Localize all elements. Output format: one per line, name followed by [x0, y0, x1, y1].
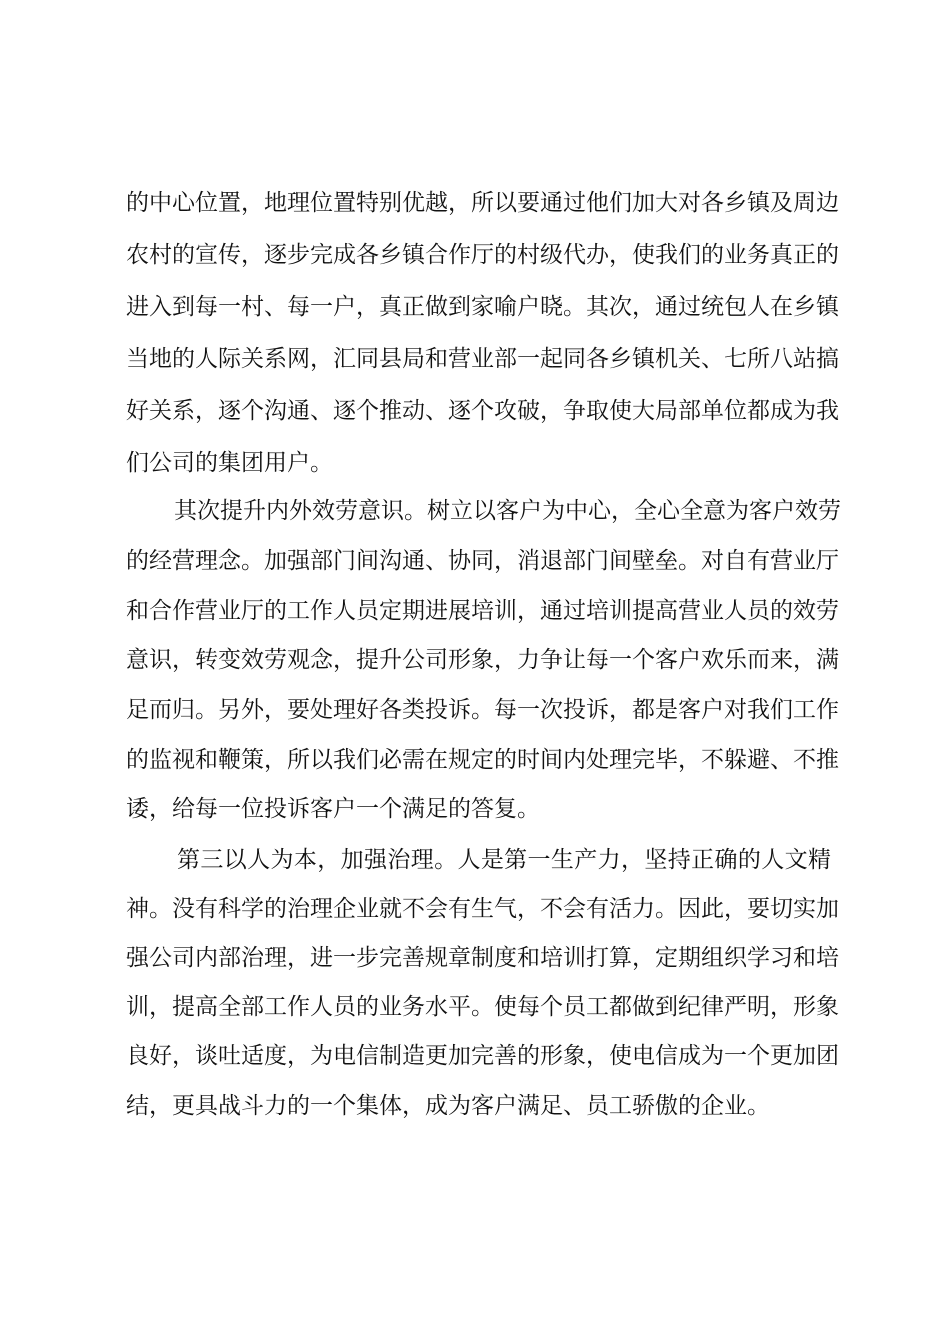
text-line: 诿，给每一位投诉客户一个满足的答复。 [126, 796, 540, 822]
text-line: 训，提高全部工作人员的业务水平。使每个员工都做到纪律严明，形象 [126, 994, 839, 1020]
text-line: 和合作营业厅的工作人员定期进展培训，通过培训提高营业人员的效劳 [126, 598, 839, 624]
text-line: 农村的宣传，逐步完成各乡镇合作厅的村级代办，使我们的业务真正的 [126, 242, 839, 268]
text-line: 强公司内部治理，进一步完善规章制度和培训打算，定期组织学习和培 [126, 945, 839, 971]
text-line: 神。没有科学的治理企业就不会有生气，不会有活力。因此，要切实加 [126, 896, 839, 922]
text-line: 良好，谈吐适度，为电信制造更加完善的形象，使电信成为一个更加团 [126, 1043, 839, 1069]
text-line: 的中心位置，地理位置特别优越，所以要通过他们加大对各乡镇及周边 [126, 190, 839, 216]
text-line: 第三以人为本，加强治理。人是第一生产力，坚持正确的人文精 [177, 847, 831, 873]
text-line: 意识，转变效劳观念，提升公司形象，力争让每一个客户欢乐而来，满 [126, 647, 839, 673]
text-line: 的经营理念。加强部门间沟通、协同，消退部门间壁垒。对自有营业厅 [126, 548, 839, 574]
text-line: 的监视和鞭策，所以我们必需在规定的时间内处理完毕，不躲避、不推 [126, 747, 839, 773]
text-line: 好关系，逐个沟通、逐个推动、逐个攻破，争取使大局部单位都成为我 [126, 398, 839, 424]
text-line: 进入到每一村、每一户，真正做到家喻户晓。其次，通过统包人在乡镇 [126, 294, 839, 320]
text-line: 足而归。另外，要处理好各类投诉。每一次投诉，都是客户对我们工作 [126, 697, 839, 723]
text-line: 结，更具战斗力的一个集体，成为客户满足、员工骄傲的企业。 [126, 1093, 770, 1119]
text-line: 们公司的集团用户。 [126, 450, 333, 476]
text-line: 当地的人际关系网，汇同县局和营业部一起同各乡镇机关、七所八站搞 [126, 346, 839, 372]
text-line: 其次提升内外效劳意识。树立以客户为中心，全心全意为客户效劳 [174, 498, 841, 524]
